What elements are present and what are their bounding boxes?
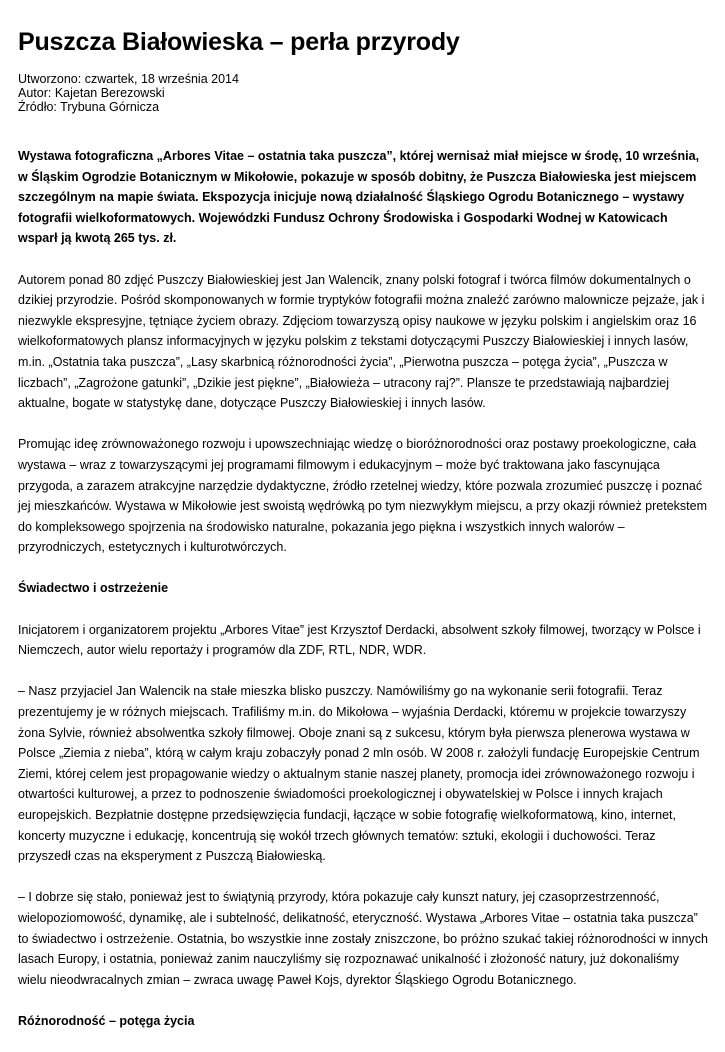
paragraph: – Nasz przyjaciel Jan Walencik na stałe mieszka blisko puszczy. Namówiliśmy go na wykonanie serii fotografii. Teraz prezentujemy je w różnych miejscach. Trafiliśmy m.in. do Mikołowa – wyjaśnia Derdacki, któremu w projekcie towarzyszy żona Sylvie, również absolwentka szkoły filmowej. Oboje znani są z sukcesu, którym była pierwsza plenerowa wystawa w Polsce „Ziemia z nieba”, którą w całym kraju zobaczyły ponad 2 mln osób. W 2008 r. założyli fundację Europejskie Centrum Ziemi, której celem jest propagowanie wiedzy o aktualnym stanie naszej planety, promocja idei zrównoważonego rozwoju i otwartości kulturowej, a przez to podnoszenie świadomości proekologicznej i obywatelskiej w Polsce i innych krajach europejskich. Bezpłatnie dostępne przedsięwzięcia fundacji, łączące w sobie fotografię wielkoformatową, kino, internet, koncerty muzyczne i edukację, koncentrują się wokół trzech głównych tematów: sztuki, ekologii i duchowości. Teraz przyszedł czas na eksperyment z Puszczą Białowieską. [18,684,700,864]
article-meta [18,72,239,114]
author-line: Autor: Kajetan Berezowski [18,86,165,100]
paragraph: Promując ideę zrównoważonego rozwoju i upowszechniając wiedzę o bioróżnorodności oraz postawy proekologiczne, cała wystawa – wraz z towarzyszącymi jej programami filmowym i edukacyjnym – może być traktowana jako fascynująca przygoda, a zarazem atrakcyjne narzędzie dydaktyczne, źródło rzetelnej wiedzy, które pozwala zrozumieć puszczę i poznać jej mieszkańców. Wystawa w Mikołowie jest swoistą wędrówką po tym niezwykłym miejscu, a przy okazji również pretekstem do kompleksowego spojrzenia na środowisko naturalne, pokazania jego piękna i wszystkich innych walorów – przyrodniczych, estetycznych i kulturotwórczych. [18,437,707,555]
lead-paragraph: Wystawa fotograficzna „Arbores Vitae – ostatnia taka puszcza”, której wernisaż miał miejsce w środę, 10 września, w Śląskim Ogrodzie Botanicznym w Mikołowie, pokazuje w sposób dobitny, że Puszcza Białowieska jest miejscem szczególnym na mapie świata. Ekspozycja inicjuje nową działalność Śląskiego Ogrodu Botanicznego – wystawy fotografii wielkoformatowych. Wojewódzki Fundusz Ochrony Środowiska i Gospodarki Wodnej w Katowicach wsparł ją kwotą 265 tys. zł. [18,149,700,246]
section-heading: Różnorodność – potęga życia [18,1013,195,1028]
section-heading: Świadectwo i ostrzeżenie [18,581,169,596]
paragraph: Inicjatorem i organizatorem projektu „Arbores Vitae” jest Krzysztof Derdacki, absolwent szkoły filmowej, tworzący w Polsce i Niemczech, autor wielu reportaży i programów dla ZDF, RTL, NDR, WDR. [18,622,701,658]
created-date: Utworzono: czwartek, 18 września 2014 [18,72,239,86]
article-title: Puszcza Białowieska – perła przyrody [18,28,460,56]
paragraph: Autorem ponad 80 zdjęć Puszczy Białowieskiej jest Jan Walencik, znany polski fotograf i twórca filmów dokumentalnych o dzikiej przyrodzie. Pośród skomponowanych w formie tryptyków fotografii można znaleźć zarówno malownicze pejzaże, jak i niezwykle ekspresyjne, tętniące życiem obrazy. Zdjęciom towarzyszą opisy naukowe w języku polskim i angielskim oraz 16 wielkoformatowych plansz informacyjnych w języku polskim z tekstami dotyczącymi Puszczy Białowieskiej i innych lasów, m.in. „Ostatnia taka puszcza”, „Lasy skarbnicą różnorodności życia”, „Pierwotna puszcza – potęga życia”, „Puszcza w liczbach”, „Zagrożone gatunki”, „Dzikie jest piękne”, „Białowieża – utracony raj?”. Plansze te przedstawiają najbardziej aktualne, bogate w statystykę dane, dotyczące Puszczy Białowieskiej i innych lasów. [18,272,705,411]
source-line: Źródło: Trybuna Górnicza [18,100,160,114]
article-body [18,146,710,1052]
paragraph: – I dobrze się stało, ponieważ jest to świątynią przyrody, która pokazuje cały kunszt natury, jej czasoprzestrzenność, wielopoziomowość, dynamikę, ale i subtelność, delikatność, eteryczność. Wystawa „Arbores Vitae – ostatnia taka puszcza” to świadectwo i ostrzeżenie. Ostatnia, bo wszystkie inne zostały zniszczone, bo próżno szukać takiej różnorodności w innych lasach Europy, i ostatnia, ponieważ zanim nauczyliśmy się rozpoznawać unikalność i złożoność natury, już dokonaliśmy wielu nieodwracalnych zmian – zwraca uwagę Paweł Kojs, dyrektor Śląskiego Ogrodu Botanicznego. [18,890,708,987]
